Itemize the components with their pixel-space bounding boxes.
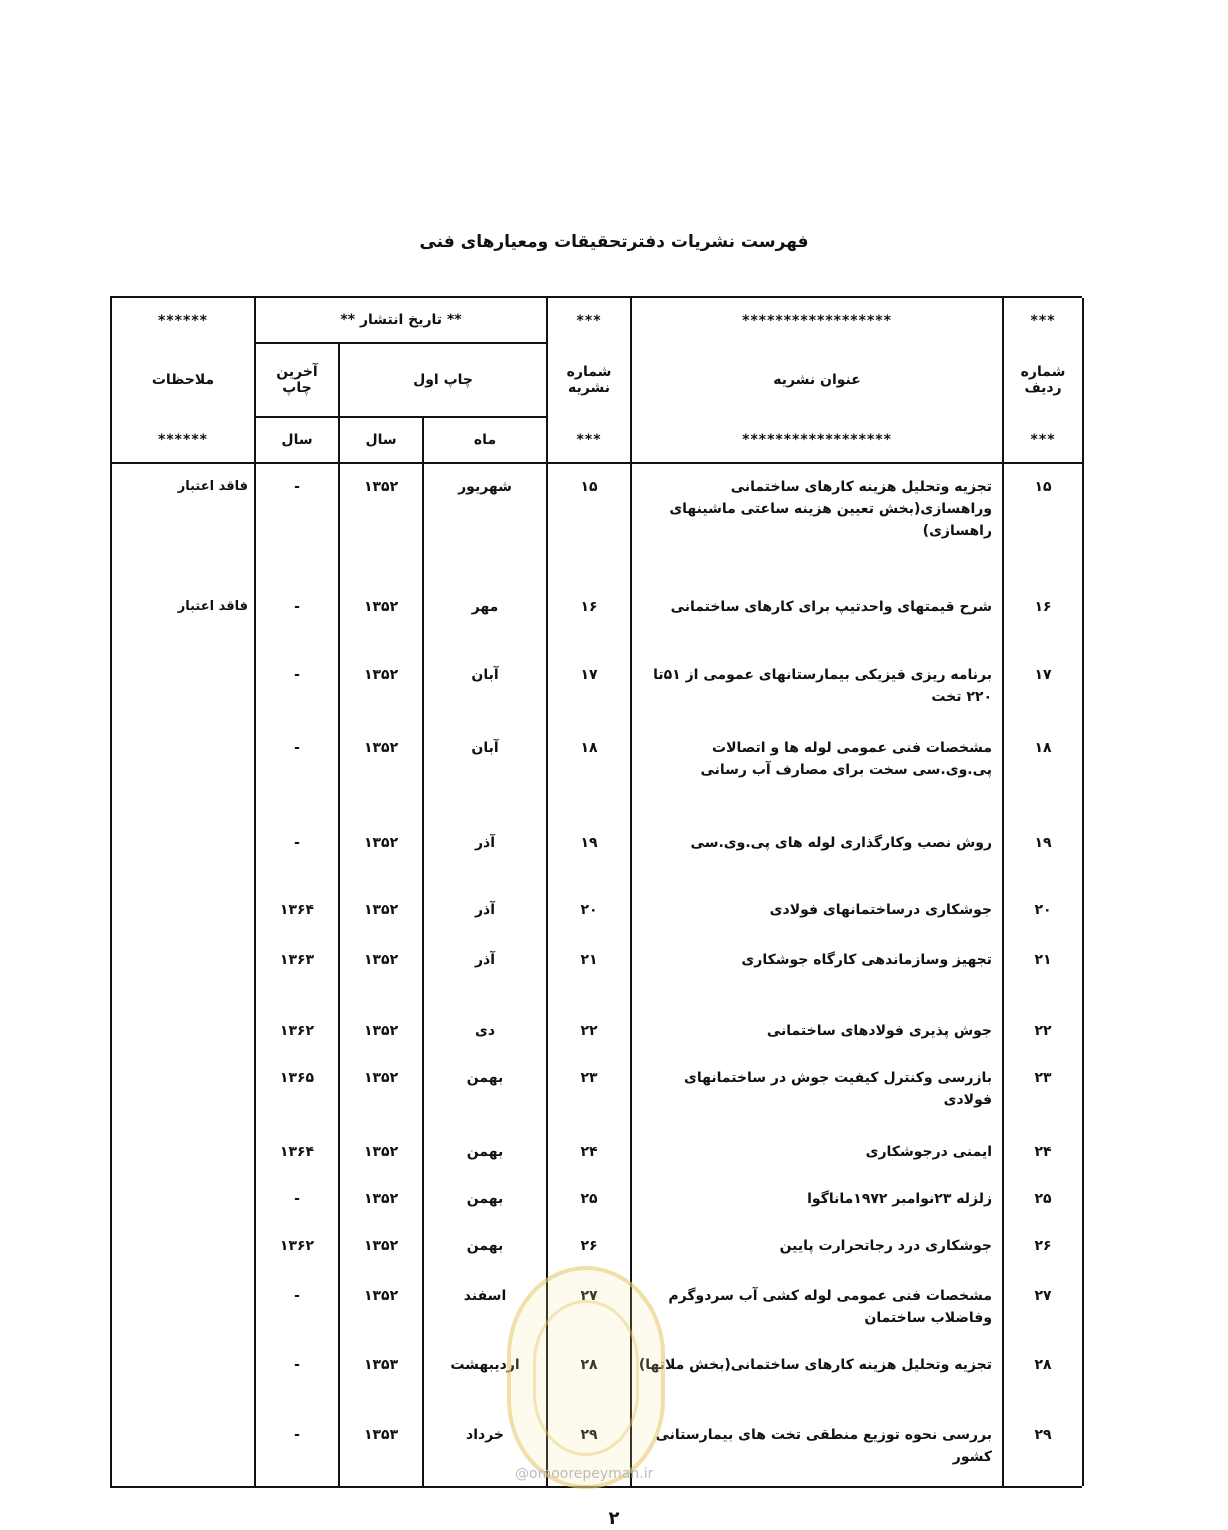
cell-last: - (255, 1273, 339, 1343)
last-year-header: سال (255, 417, 339, 463)
cell-row-num: ۲۹ (1003, 1412, 1083, 1486)
cell-row-num: ۲۶ (1003, 1223, 1083, 1272)
cell-row-num: ۱۵ (1003, 463, 1083, 584)
cell-row-num: ۲۵ (1003, 1176, 1083, 1223)
cell-last: ۱۳۶۳ (255, 937, 339, 1009)
cell-pub-num: ۲۵ (547, 1176, 631, 1223)
cell-last: ۱۳۶۴ (255, 887, 339, 936)
cell-notes: فاقد اعتبار (111, 463, 255, 584)
cell-pub-num: ۲۷ (547, 1273, 631, 1343)
cell-year1: ۱۳۵۲ (339, 1129, 423, 1176)
table-row (111, 887, 1083, 936)
cell-year1: ۱۳۵۲ (339, 1223, 423, 1272)
cell-month: آذر (423, 887, 547, 936)
table-row (111, 1008, 1083, 1055)
cell-title: جوش پذیری فولادهای ساختمانی (631, 1008, 1003, 1055)
stamp-inner-ring (533, 1300, 639, 1456)
cell-title: روش نصب وکارگذاری لوله های پی.وی.سی (631, 820, 1003, 888)
table-row (111, 1223, 1083, 1272)
cell-row-num: ۲۲ (1003, 1008, 1083, 1055)
cell-title: تجزیه وتحلیل هزینه کارهای ساختمانی(بخش ملاتها) (631, 1342, 1003, 1412)
cell-title: شرح قیمتهای واحدتیپ برای کارهای ساختمانی (631, 584, 1003, 652)
cell-row-num: ۲۸ (1003, 1342, 1083, 1412)
cell-month: بهمن (423, 1129, 547, 1176)
cell-notes (111, 1412, 255, 1486)
table-row (111, 652, 1083, 726)
cell-pub-num: ۲۰ (547, 887, 631, 936)
cell-notes (111, 1008, 255, 1055)
cell-last: ۱۳۶۵ (255, 1055, 339, 1129)
page-title: فهرست نشریات دفترتحقیقات ومعیارهای فنی (419, 232, 809, 252)
cell-notes: فاقد اعتبار (111, 584, 255, 652)
row-num-header: شماره ردیف (1003, 343, 1083, 417)
cell-year1: ۱۳۵۲ (339, 1008, 423, 1055)
cell-title: تجهیز وسازماندهی کارگاه جوشکاری (631, 937, 1003, 1009)
cell-last: ۱۳۶۴ (255, 1129, 339, 1176)
cell-notes (111, 1055, 255, 1129)
cell-pub-num: ۲۱ (547, 937, 631, 1009)
cell-month: اردیبهشت (423, 1342, 547, 1412)
cell-last: ۱۳۶۲ (255, 1008, 339, 1055)
year-header: سال (339, 417, 423, 463)
cell-title: برنامه ریزی فیزیکی بیمارستانهای عمومی از ۵۱تا ۲۲۰ تخت (631, 652, 1003, 726)
notes-header: ملاحظات (111, 343, 255, 417)
cell-year1: ۱۳۵۲ (339, 937, 423, 1009)
cell-year1: ۱۳۵۳ (339, 1342, 423, 1412)
cell-notes (111, 1223, 255, 1272)
cell-month: دی (423, 1008, 547, 1055)
cell-row-num: ۲۷ (1003, 1273, 1083, 1343)
cell-notes (111, 820, 255, 888)
cell-notes (111, 887, 255, 936)
title-stars: ****************** (631, 298, 1003, 343)
cell-pub-num: ۲۹ (547, 1412, 631, 1486)
cell-notes (111, 1129, 255, 1176)
cell-pub-num: ۱۹ (547, 820, 631, 888)
cell-year1: ۱۳۵۲ (339, 1273, 423, 1343)
site-watermark: @omoorepeyman.ir (515, 1466, 654, 1482)
cell-title: بررسی نحوه توزیع منطقی تخت های بیمارستانی کشور (631, 1412, 1003, 1486)
month-header: ماه (423, 417, 547, 463)
cell-month: آبان (423, 652, 547, 726)
cell-year1: ۱۳۵۲ (339, 820, 423, 888)
cell-last: - (255, 1342, 339, 1412)
cell-title: بازرسی وکنترل کیفیت جوش در ساختمانهای فولادی (631, 1055, 1003, 1129)
cell-last: - (255, 725, 339, 819)
cell-pub-num: ۱۸ (547, 725, 631, 819)
table-row (111, 1176, 1083, 1223)
cell-last: - (255, 820, 339, 888)
cell-month: اسفند (423, 1273, 547, 1343)
cell-month: بهمن (423, 1223, 547, 1272)
cell-row-num: ۲۱ (1003, 937, 1083, 1009)
cell-row-num: ۱۷ (1003, 652, 1083, 726)
cell-title: ایمنی درجوشکاری (631, 1129, 1003, 1176)
cell-notes (111, 725, 255, 819)
cell-notes (111, 937, 255, 1009)
cell-month: خرداد (423, 1412, 547, 1486)
notes-stars: ****** (111, 298, 255, 343)
cell-last: ۱۳۶۲ (255, 1223, 339, 1272)
cell-year1: ۱۳۵۲ (339, 652, 423, 726)
cell-title: جوشکاری درد رجاتحرارت پایین (631, 1223, 1003, 1272)
table-row (111, 463, 1083, 584)
cell-pub-num: ۲۶ (547, 1223, 631, 1272)
cell-last: - (255, 463, 339, 584)
cell-last: - (255, 1176, 339, 1223)
first-print-header: چاپ اول (339, 343, 547, 417)
pub-num-header: شماره نشریه (547, 343, 631, 417)
cell-row-num: ۲۰ (1003, 887, 1083, 936)
page-number: ۲ (608, 1508, 620, 1529)
cell-pub-num: ۱۵ (547, 463, 631, 584)
cell-title: مشخصات فنی عمومی لوله ها و اتصالات پی.وی.سی سخت برای مصارف آب رسانی (631, 725, 1003, 819)
cell-month: آذر (423, 937, 547, 1009)
last-print-header: آخرین چاپ (255, 343, 339, 417)
cell-last: - (255, 652, 339, 726)
cell-month: آذر (423, 820, 547, 888)
table-row (111, 1129, 1083, 1176)
pub-num-stars: *** (547, 298, 631, 343)
cell-row-num: ۲۳ (1003, 1055, 1083, 1129)
cell-month: مهر (423, 584, 547, 652)
cell-notes (111, 1176, 255, 1223)
cell-month: شهریور (423, 463, 547, 584)
cell-year1: ۱۳۵۲ (339, 887, 423, 936)
table-row (111, 937, 1083, 1009)
row-num-stars: *** (1003, 298, 1083, 343)
title-stars-bottom: ****************** (631, 417, 1003, 463)
cell-pub-num: ۱۶ (547, 584, 631, 652)
cell-month: بهمن (423, 1055, 547, 1129)
pub-date-group-header: ** تاریخ انتشار ** (255, 298, 547, 343)
cell-pub-num: ۱۷ (547, 652, 631, 726)
table-row (111, 584, 1083, 652)
cell-last: - (255, 1412, 339, 1486)
cell-year1: ۱۳۵۲ (339, 725, 423, 819)
cell-year1: ۱۳۵۲ (339, 584, 423, 652)
cell-year1: ۱۳۵۲ (339, 1055, 423, 1129)
pub-num-stars-bottom: *** (547, 417, 631, 463)
cell-title: زلزله ۲۳نوامبر ۱۹۷۲ماناگوا (631, 1176, 1003, 1223)
cell-year1: ۱۳۵۲ (339, 463, 423, 584)
row-num-stars-bottom: *** (1003, 417, 1083, 463)
cell-pub-num: ۲۴ (547, 1129, 631, 1176)
cell-row-num: ۱۹ (1003, 820, 1083, 888)
cell-title: تجزیه وتحلیل هزینه کارهای ساختمانی وراهسازی(بخش تعیین هزینه ساعتی ماشینهای راهسازی) (631, 463, 1003, 584)
cell-year1: ۱۳۵۲ (339, 1176, 423, 1223)
cell-month: بهمن (423, 1176, 547, 1223)
table-row (111, 725, 1083, 819)
table-row (111, 820, 1083, 888)
cell-notes (111, 652, 255, 726)
table-row (111, 1055, 1083, 1129)
cell-title: جوشکاری درساختمانهای فولادی (631, 887, 1003, 936)
notes-stars-bottom: ****** (111, 417, 255, 463)
cell-month: آبان (423, 725, 547, 819)
cell-pub-num: ۲۸ (547, 1342, 631, 1412)
cell-notes (111, 1273, 255, 1343)
cell-row-num: ۲۴ (1003, 1129, 1083, 1176)
cell-notes (111, 1342, 255, 1412)
cell-year1: ۱۳۵۳ (339, 1412, 423, 1486)
cell-pub-num: ۲۲ (547, 1008, 631, 1055)
cell-title: مشخصات فنی عمومی لوله کشی آب سردوگرم وفاضلاب ساختمان (631, 1273, 1003, 1343)
cell-row-num: ۱۶ (1003, 584, 1083, 652)
cell-last: - (255, 584, 339, 652)
cell-pub-num: ۲۳ (547, 1055, 631, 1129)
cell-row-num: ۱۸ (1003, 725, 1083, 819)
pub-title-header: عنوان نشریه (631, 343, 1003, 417)
stamp-watermark (507, 1266, 665, 1489)
